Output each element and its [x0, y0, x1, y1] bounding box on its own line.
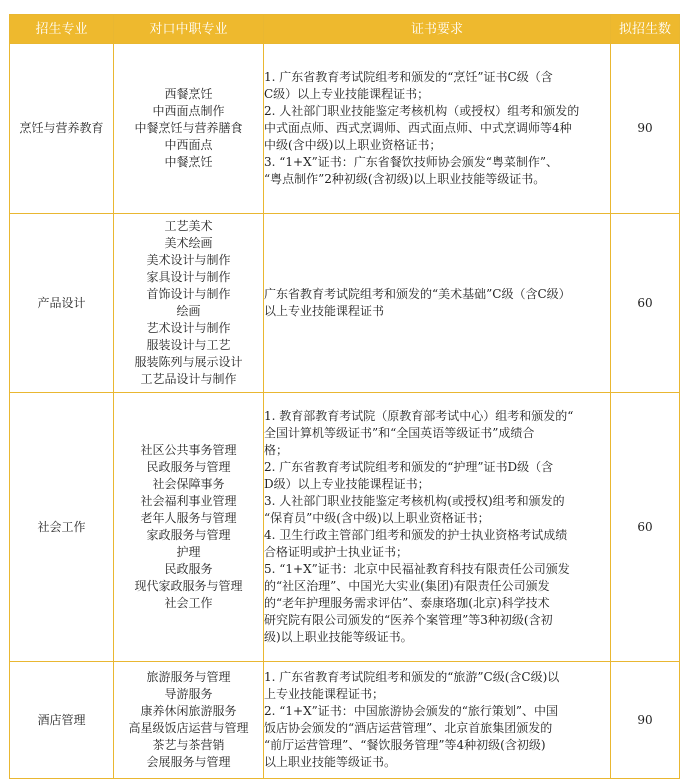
certificate-cell: [264, 214, 611, 393]
requirement-line: 2. 广东省教育考试院组考和颁发的“护理”证书D级（含: [264, 460, 554, 474]
requirement-line: 5. “1+X”证书：北京中民福祉教育科技有限责任公司颁发: [264, 562, 570, 576]
vocational-cell: [114, 44, 264, 214]
vocational-item: 现代家政服务与管理: [134, 579, 243, 593]
requirement-line: 格；: [264, 443, 289, 457]
vocational-item: 康养休闲旅游服务: [140, 704, 237, 718]
vocational-item: 美术绘画: [164, 236, 213, 250]
vocational-item: 绘画: [176, 304, 201, 318]
vocational-item: 艺术设计与制作: [146, 321, 231, 335]
quota-cell: 60: [611, 393, 680, 662]
vocational-item: 服装设计与工艺: [146, 338, 231, 352]
vocational-item: 茶艺与茶营销: [152, 738, 225, 752]
quota-cell: 90: [611, 44, 680, 214]
requirement-line: 的“老年护理服务需求评估”、泰康珞珈(北京)科学技术: [264, 596, 550, 610]
requirement-line: 广东省教育考试院组考和颁发的“美术基础”C级（含C级）: [264, 287, 571, 301]
vocational-item: 美术设计与制作: [146, 253, 231, 267]
requirement-line: 中级(含中级)以上职业资格证书；: [264, 138, 442, 152]
header-certificate: 证书要求: [264, 15, 611, 44]
requirement-line: C级）以上专业技能课程证书；: [264, 87, 430, 101]
table-header-row: [10, 15, 680, 44]
table-row: [10, 214, 680, 393]
certificate-cell: [264, 44, 611, 214]
table-row: [10, 393, 680, 662]
header-vocational: 对口中职专业: [114, 15, 264, 44]
requirement-line: 饭店协会颁发的“酒店运营管理”、北京首旅集团颁发的: [264, 721, 553, 735]
vocational-item: 民政服务: [164, 562, 213, 576]
requirement-line: 3. “1+X”证书：广东省餐饮技师协会颁发“粤菜制作”、: [264, 155, 559, 169]
requirement-line: 3. 人社部门职业技能鉴定考核机构(或授权)组考和颁发的: [264, 494, 565, 508]
vocational-item: 家政服务与管理: [146, 528, 231, 542]
vocational-item: 老年人服务与管理: [140, 511, 237, 525]
requirement-line: 2. 人社部门职业技能鉴定考核机构（或授权）组考和颁发的: [264, 104, 580, 118]
vocational-item: 高星级饭店运营与管理: [128, 721, 249, 735]
vocational-item: 中餐烹饪与营养膳食: [134, 121, 243, 135]
requirement-line: 中式面点师、西式烹调师、西式面点师、中式烹调师等4种: [264, 121, 572, 135]
vocational-item: 首饰设计与制作: [146, 287, 231, 301]
requirement-line: “保育员”中级(含中级)以上职业资格证书；: [264, 511, 490, 525]
major-cell: 酒店管理: [10, 662, 114, 779]
requirement-line: 1. 教育部教育考试院（原教育部考试中心）组考和颁发的“: [264, 409, 574, 423]
vocational-item: 社区公共事务管理: [140, 443, 237, 457]
vocational-item: 社会福利事业管理: [140, 494, 237, 508]
requirement-line: 2. “1+X”证书：中国旅游协会颁发的“旅行策划”、中国: [264, 704, 559, 718]
requirement-line: 研究院有限公司颁发的“医养个案管理”等3种初级(含初: [264, 613, 553, 627]
requirement-line: 级)以上职业技能等级证书。: [264, 630, 413, 644]
vocational-item: 导游服务: [164, 687, 213, 701]
vocational-item: 民政服务与管理: [146, 460, 231, 474]
requirement-line: 1. 广东省教育考试院组考和颁发的“旅游”C级(含C级)以: [264, 670, 560, 684]
vocational-cell: [114, 393, 264, 662]
vocational-item: 家具设计与制作: [146, 270, 231, 284]
vocational-cell: [114, 214, 264, 393]
major-cell: 产品设计: [10, 214, 114, 393]
major-cell: 社会工作: [10, 393, 114, 662]
vocational-item: 工艺美术: [164, 219, 213, 233]
vocational-item: 西餐烹饪: [164, 87, 213, 101]
vocational-item: 社会工作: [164, 596, 213, 610]
vocational-item: 中西面点: [164, 138, 213, 152]
admission-table: [9, 14, 680, 779]
requirement-line: “粤点制作”2种初级(含初级)以上职业技能等级证书。: [264, 172, 546, 186]
vocational-item: 旅游服务与管理: [146, 670, 231, 684]
vocational-item: 护理: [176, 545, 201, 559]
certificate-cell: [264, 393, 611, 662]
vocational-item: 工艺品设计与制作: [140, 372, 237, 386]
quota-cell: 90: [611, 662, 680, 779]
vocational-item: 中西面点制作: [152, 104, 225, 118]
table-row: [10, 662, 680, 779]
requirement-line: 合格证明或护士执业证书；: [264, 545, 409, 559]
requirement-line: D级）以上专业技能课程证书；: [264, 477, 430, 491]
major-cell: 烹饪与营养教育: [10, 44, 114, 214]
requirement-line: 4. 卫生行政主管部门组考和颁发的护士执业资格考试成绩: [264, 528, 568, 542]
requirement-line: 全国计算机等级证书”和“全国英语等级证书”成绩合: [264, 426, 535, 440]
requirement-line: 上专业技能课程证书；: [264, 687, 385, 701]
requirement-line: “前厅运营管理”、“餐饮服务管理”等4种初级(含初级): [264, 738, 546, 752]
vocational-item: 会展服务与管理: [146, 755, 231, 769]
requirement-line: 的“社区治理”、中国光大实业(集团)有限责任公司颁发: [264, 579, 550, 593]
header-quota: 拟招生数: [611, 15, 680, 44]
header-major: 招生专业: [10, 15, 114, 44]
requirement-line: 以上职业技能等级证书。: [264, 755, 397, 769]
vocational-item: 服装陈列与展示设计: [134, 355, 243, 369]
vocational-item: 中餐烹饪: [164, 155, 213, 169]
certificate-cell: [264, 662, 611, 779]
table-row: [10, 44, 680, 214]
requirement-line: 1. 广东省教育考试院组考和颁发的“烹饪”证书C级（含: [264, 70, 553, 84]
quota-cell: 60: [611, 214, 680, 393]
vocational-cell: [114, 662, 264, 779]
requirement-line: 以上专业技能课程证书: [264, 304, 385, 318]
vocational-item: 社会保障事务: [152, 477, 225, 491]
